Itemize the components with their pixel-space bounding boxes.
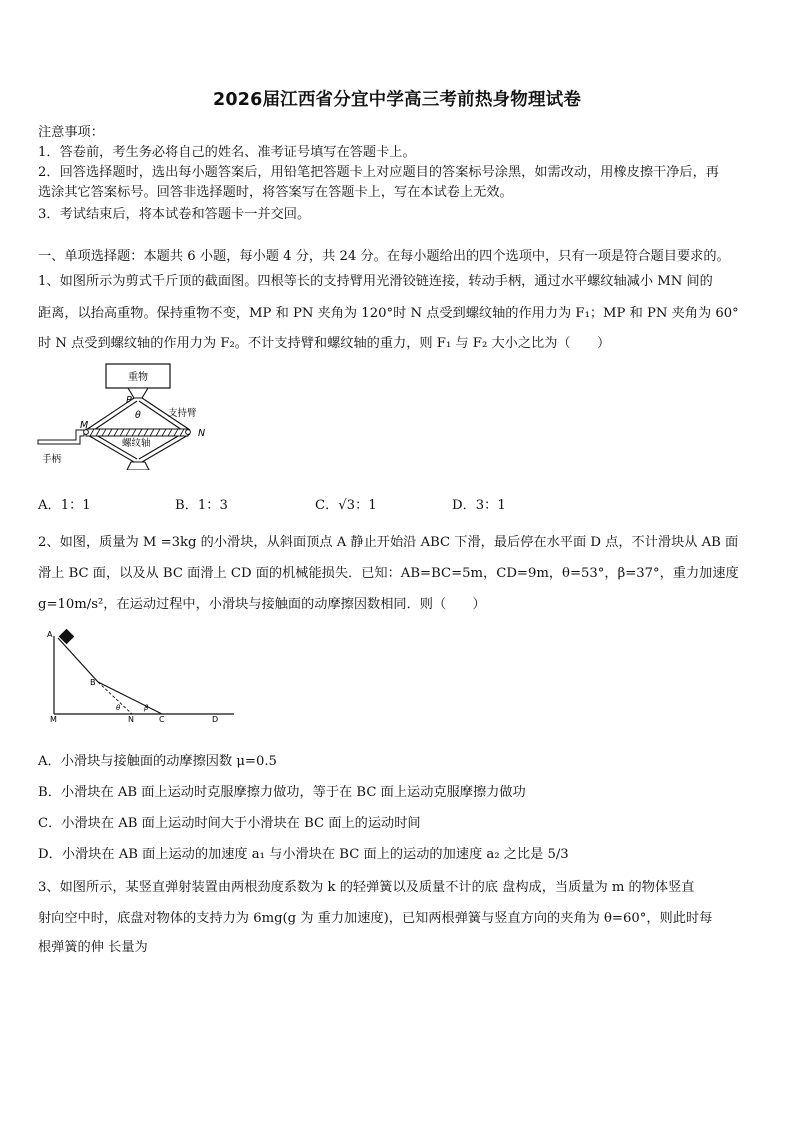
notice-heading: 注意事项： <box>38 125 104 140</box>
label-n: N <box>128 715 134 724</box>
label-arm: 支持臂 <box>168 408 197 419</box>
label-d: D <box>212 715 219 724</box>
q1-text-line: 时 N 点受到螺纹轴的作用力为 F₂。不计支持臂和螺纹轴的重力，则 F₁ 与 F₂ 大小之比为（ ） <box>38 336 611 351</box>
label-m: M <box>80 420 89 431</box>
label-m: M <box>50 715 57 724</box>
label-theta: θ <box>116 704 121 712</box>
slope-bc <box>98 682 162 714</box>
label-b: B <box>90 678 96 687</box>
q2-option-b: B．小滑块在 AB 面上运动时克服摩擦力做功，等于在 BC 面上运动克服摩擦力做功 <box>38 785 526 800</box>
q1-option-a: A．1：1 <box>38 498 91 513</box>
q2-text-line: g=10m/s²，在运动过程中，小滑块与接触面的动摩擦因数相同．则（ ） <box>38 597 486 612</box>
label-p: P <box>126 395 132 406</box>
q1-option-b: B．1：3 <box>175 498 228 513</box>
label-theta: θ <box>135 410 141 421</box>
base-mount <box>127 462 149 470</box>
label-screw: 螺纹轴 <box>122 438 151 449</box>
q2-option-a: A．小滑块与接触面的动摩擦因数 μ=0.5 <box>38 754 277 769</box>
screw-shaft <box>86 429 188 436</box>
notice-item: 1．答卷前，考生务必将自己的姓名、准考证号填写在答题卡上。 <box>38 145 416 160</box>
q3-text-line: 根弹簧的伸 长量为 <box>38 940 148 955</box>
label-n: N <box>198 428 206 439</box>
q1-option-d: D．3：1 <box>452 498 506 513</box>
q2-text-line: 滑上 BC 面，以及从 BC 面滑上 CD 面的机械能损失．已知：AB=BC=5m，CD=9m，θ=53°，β=37°，重力加速度 <box>38 566 739 581</box>
q1-jack-figure <box>36 362 226 470</box>
q1-text-line: 距离，以抬高重物。保持重物不变，MP 和 PN 夹角为 120°时 N 点受到螺纹轴的作用力为 F₁；MP 和 PN 夹角为 60° <box>38 306 739 321</box>
q2-option-d: D．小滑块在 AB 面上运动的加速度 a₁ 与小滑块在 BC 面上的运动的加速度 a₂ 之比是 5/3 <box>38 847 569 862</box>
dashed-bn <box>98 682 132 714</box>
q3-text-line: 射向空中时，底盘对物体的支持力为 6mg(g 为 重力加速度)，已知两根弹簧与竖直方向的夹角为 θ=60°，则此时每 <box>38 911 713 926</box>
page-title: 2026届江西省分宜中学高三考前热身物理试卷 <box>212 90 582 110</box>
hinge-n <box>186 430 191 435</box>
q2-text-line: 2、如图，质量为 M =3kg 的小滑块，从斜面顶点 A 静止开始沿 ABC 下滑，最后停在水平面 D 点，不计滑块从 AB 面 <box>38 535 739 550</box>
weight-label: 重物 <box>128 372 148 383</box>
label-a: A <box>47 630 53 639</box>
q2-option-c: C．小滑块在 AB 面上运动时间大于小滑块在 BC 面上的运动时间 <box>38 816 421 831</box>
handle <box>38 430 84 444</box>
label-handle: 手柄 <box>42 454 62 465</box>
section-heading: 一、单项选择题：本题共 6 小题，每小题 4 分，共 24 分。在每小题给出的四个选项中，只有一项是符合题目要求的。 <box>38 249 730 264</box>
notice-item: 3．考试结束后，将本试卷和答题卡一并交回。 <box>38 207 311 222</box>
q2-incline-figure <box>44 628 238 724</box>
q1-option-c: C．√3：1 <box>315 498 377 513</box>
notice-item: 选涂其它答案标号。回答非选择题时，将答案写在答题卡上，写在本试卷上无效。 <box>38 185 513 200</box>
slope-ab <box>58 638 98 682</box>
notice-item: 2．回答选择题时，选出每小题答案后，用铅笔把答题卡上对应题目的答案标号涂黑，如需改动，用橡皮擦干净后，再 <box>38 165 719 180</box>
q3-text-line: 3、如图所示，某竖直弹射装置由两根劲度系数为 k 的轻弹簧以及质量不计的底 盘构成，当质量为 m 的物体竖直 <box>38 880 695 895</box>
label-beta: β <box>144 704 149 712</box>
label-c: C <box>159 715 165 724</box>
q1-text-line: 1、如图所示为剪式千斤顶的截面图。四根等长的支持臂用光滑铰链连接，转动手柄，通过水平螺纹轴减小 MN 间的 <box>38 274 713 289</box>
